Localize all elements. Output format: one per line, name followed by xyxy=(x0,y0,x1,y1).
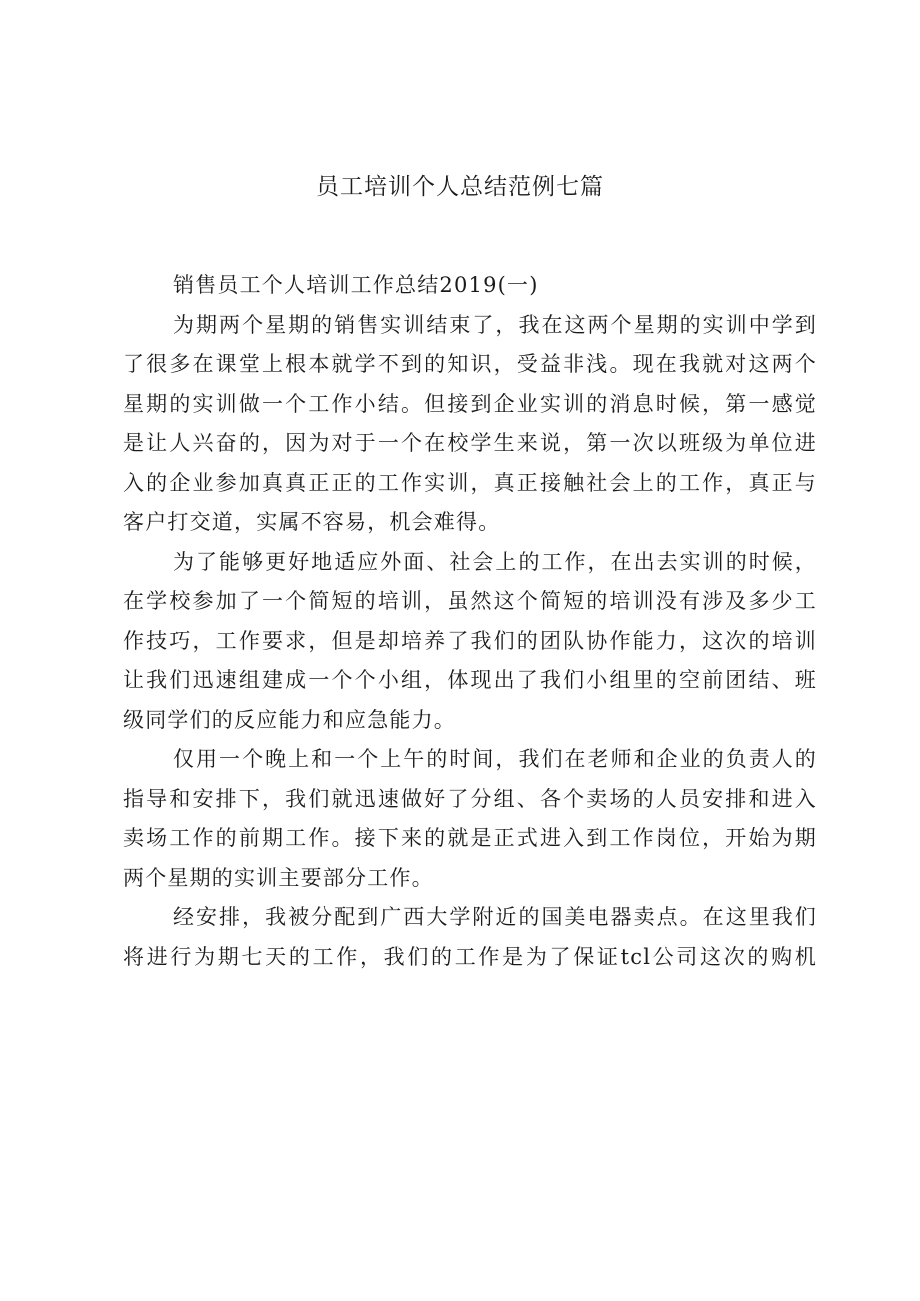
paragraph-line: 卖场工作的前期工作。接下来的就是正式进入到工作岗位，开始为期 xyxy=(123,826,817,850)
paragraph-line: 级同学们的反应能力和应急能力。 xyxy=(123,707,456,732)
paragraph-line: 了很多在课堂上根本就学不到的知识，受益非浅。现在我就对这两个 xyxy=(123,352,817,376)
paragraph-line: 是让人兴奋的，因为对于一个在校学生来说，第一次以班级为单位进 xyxy=(123,431,817,455)
paragraph-line: 作技巧，工作要求，但是却培养了我们的团队协作能力，这次的培训 xyxy=(123,628,817,653)
paragraph-line: 指导和安排下，我们就迅速做好了分组、各个卖场的人员安排和进入 xyxy=(123,786,817,811)
paragraph-4 xyxy=(123,898,817,977)
paragraph-line: 两个星期的实训主要部分工作。 xyxy=(123,865,434,890)
paragraph-line: 在学校参加了一个简短的培训，虽然这个简短的培训没有涉及多少工 xyxy=(123,589,817,613)
paragraph-line: 为了能够更好地适应外面、社会上的工作，在出去实训的时候， xyxy=(173,549,817,574)
paragraph-line: 仅用一个晚上和一个上午的时间，我们在老师和企业的负责人的 xyxy=(173,747,817,771)
paragraph-line: 为期两个星期的销售实训结束了，我在这两个星期的实训中学到 xyxy=(173,312,817,337)
paragraph-2 xyxy=(123,543,817,741)
document-title: 员工培训个人总结范例七篇 xyxy=(316,174,604,200)
paragraph-1 xyxy=(123,306,817,543)
section-heading: 销售员工个人培训工作总结2019(一) xyxy=(173,273,539,297)
paragraph-line: 入的企业参加真真正正的工作实训，真正接触社会上的工作，真正与 xyxy=(123,470,817,495)
paragraph-line: 客户打交道，实属不容易，机会难得。 xyxy=(123,510,501,534)
paragraph-line: 星期的实训做一个工作小结。但接到企业实训的消息时候，第一感觉 xyxy=(123,391,817,416)
paragraph-line: 经安排，我被分配到广西大学附近的国美电器卖点。在这里我们 xyxy=(173,905,817,929)
paragraph-line: 让我们迅速组建成一个个小组，体现出了我们小组里的空前团结、班 xyxy=(123,668,817,692)
paragraph-3 xyxy=(123,740,817,898)
paragraph-line: 将进行为期七天的工作，我们的工作是为了保证tcl公司这次的购机 xyxy=(123,944,817,969)
document-body xyxy=(123,266,817,977)
